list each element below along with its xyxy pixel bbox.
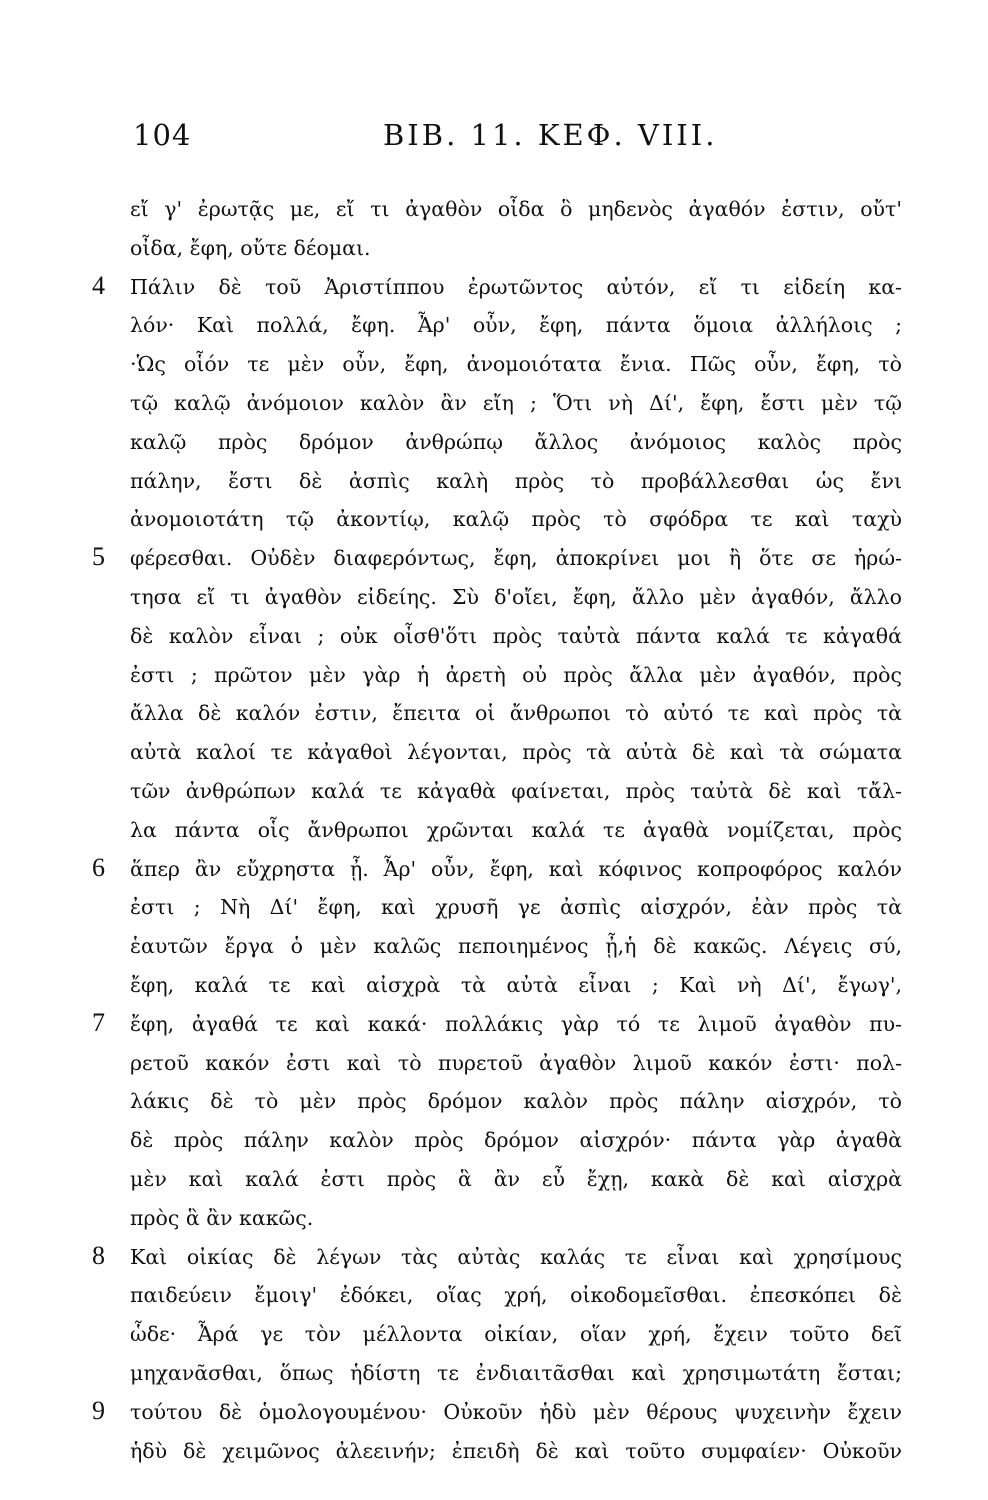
- text-line: [0, 194, 988, 233]
- text-line: [0, 388, 988, 427]
- line-text: εἴ γ' ἐρωτᾷς με, εἴ τι ἀγαθὸν οἶδα ὃ μηδενὸς ἀγαθόν ἐστιν, οὔτ': [130, 197, 902, 221]
- text-line: [0, 1319, 988, 1358]
- line-text: πάλην, ἔστι δὲ ἀσπὶς καλὴ πρὸς τὸ προβάλλεσθαι ὡς ἔνι: [130, 468, 902, 493]
- line-text: ἐστι ; πρῶτον μὲν γὰρ ἡ ἀρετὴ οὐ πρὸς ἄλλα μὲν ἀγαθόν, πρὸς: [130, 662, 902, 687]
- page-header: [130, 118, 898, 158]
- line-text: αὐτὰ καλοί τε κἀγαθοὶ λέγονται, πρὸς τὰ αὐτὰ δὲ καὶ τὰ σώματα: [130, 740, 902, 765]
- section-number: 9: [92, 1395, 105, 1425]
- line-text: λάκις δὲ τὸ μὲν πρὸς δρόμον καλὸν πρὸς πάλην αἰσχρόν, τὸ: [130, 1089, 902, 1114]
- body-text: [0, 194, 988, 1474]
- text-line: [0, 1086, 988, 1125]
- line-text: ἅπερ ἂν εὔχρηστα ᾖ. Ἆρ' οὖν, ἔφη, καὶ κόφινος κοπροφόρος καλόν: [130, 856, 902, 881]
- text-line: [0, 1164, 988, 1203]
- line-text: φέρεσθαι. Οὐδὲν διαφερόντως, ἔφη, ἀποκρίνει μοι ἢ ὅτε σε ἠρώ-: [130, 546, 902, 571]
- text-line: [0, 310, 988, 349]
- text-line: [0, 737, 988, 776]
- text-line: [0, 1048, 988, 1087]
- line-text: Καὶ οἰκίας δὲ λέγων τὰς αὐτὰς καλάς τε εἶναι καὶ χρησίμους: [130, 1244, 902, 1269]
- line-text: λα πάντα οἷς ἄνθρωποι χρῶνται καλά τε ἀγαθὰ νομίζεται, πρὸς: [130, 817, 902, 842]
- text-line: [0, 1436, 988, 1475]
- text-line: [0, 1358, 988, 1397]
- line-text: μηχανᾶσθαι, ὅπως ἡδίστη τε ἐνδιαιτᾶσθαι καὶ χρησιμωτάτη ἔσται;: [130, 1360, 902, 1385]
- line-text: τῷ καλῷ ἀνόμοιον καλὸν ἂν εἴη ; Ὅτι νὴ Δί', ἔφη, ἔστι μὲν τῷ: [130, 390, 902, 415]
- line-text: δὲ πρὸς πάλην καλὸν πρὸς δρόμον αἰσχρόν· πάντα γὰρ ἀγαθὰ: [130, 1128, 902, 1153]
- line-text: καλῷ πρὸς δρόμον ἀνθρώπῳ ἄλλος ἀνόμοιος καλὸς πρὸς: [130, 429, 902, 454]
- line-text: λόν· Καὶ πολλά, ἔφη. Ἆρ' οὖν, ἔφη, πάντα ὅμοια ἀλλήλοις ;: [130, 313, 902, 338]
- section-number: 8: [92, 1240, 105, 1270]
- section-number: 6: [92, 852, 105, 882]
- line-text: ὧδε· Ἆρά γε τὸν μέλλοντα οἰκίαν, οἵαν χρή, ἔχειν τοῦτο δεῖ: [130, 1322, 902, 1347]
- line-text: τούτου δὲ ὁμολογουμένου· Οὐκοῦν ἡδὺ μὲν θέρους ψυχεινὴν ἔχειν: [130, 1399, 902, 1424]
- line-text: ἡδὺ δὲ χειμῶνος ἀλεεινήν; ἐπειδὴ δὲ καὶ τοῦτο συμφαίεν· Οὐκοῦν: [130, 1438, 902, 1463]
- text-line: [0, 427, 988, 466]
- page-number: 104: [133, 118, 192, 152]
- text-line: [0, 776, 988, 815]
- line-text: ἄλλα δὲ καλόν ἐστιν, ἔπειτα οἱ ἄνθρωποι τὸ αὐτό τε καὶ πρὸς τὰ: [130, 701, 902, 726]
- line-text: πρὸς ἃ ἂν κακῶς.: [130, 1205, 314, 1230]
- line-text: ἑαυτῶν ἔργα ὁ μὲν καλῶς πεποιημένος ᾖ,ἡ δὲ κακῶς. Λέγεις σύ,: [130, 934, 902, 959]
- line-text: ἐστι ; Νὴ Δί' ἔφη, καὶ χρυσῆ γε ἀσπὶς αἰσχρόν, ἐὰν πρὸς τὰ: [130, 895, 902, 920]
- line-text: τῶν ἀνθρώπων καλά τε κἀγαθὰ φαίνεται, πρὸς ταὐτὰ δὲ καὶ τἄλ-: [130, 778, 902, 803]
- text-line: [0, 1280, 988, 1319]
- line-text: ρετοῦ κακόν ἐστι καὶ τὸ πυρετοῦ ἀγαθὸν λιμοῦ κακόν ἐστι· πολ-: [130, 1050, 902, 1075]
- text-line: [0, 1242, 988, 1281]
- text-line: [0, 621, 988, 660]
- running-title: BIB. 11. ΚΕΦ. VIII.: [383, 118, 718, 152]
- text-line: [0, 504, 988, 543]
- text-line: [0, 349, 988, 388]
- text-line: [0, 698, 988, 737]
- section-number: 5: [92, 542, 105, 572]
- line-text: ἀνομοιοτάτη τῷ ἀκοντίῳ, καλῷ πρὸς τὸ σφόδρα τε καὶ ταχὺ: [130, 507, 902, 532]
- text-line: [0, 854, 988, 893]
- text-line: [0, 272, 988, 311]
- line-text: μὲν καὶ καλά ἐστι πρὸς ἃ ἂν εὖ ἔχῃ, κακὰ δὲ καὶ αἰσχρὰ: [130, 1166, 902, 1191]
- text-line: [0, 892, 988, 931]
- line-text: δὲ καλὸν εἶναι ; οὐκ οἶσθ'ὅτι πρὸς ταὐτὰ πάντα καλά τε κἀγαθά: [130, 623, 902, 648]
- line-text: ·Ὡς οἷόν τε μὲν οὖν, ἔφη, ἀνομοιότατα ἔνια. Πῶς οὖν, ἔφη, τὸ: [130, 352, 902, 377]
- text-line: [0, 1009, 988, 1048]
- text-line: [0, 233, 988, 272]
- text-line: [0, 970, 988, 1009]
- text-line: [0, 931, 988, 970]
- line-text: ἔφη, καλά τε καὶ αἰσχρὰ τὰ αὐτὰ εἶναι ; Καὶ νὴ Δί', ἔγωγ',: [130, 972, 902, 997]
- line-text: τησα εἴ τι ἀγαθὸν εἰδείης. Σὺ δ'οἴει, ἔφη, ἄλλο μὲν ἀγαθόν, ἄλλο: [130, 584, 902, 609]
- line-text: οἶδα, ἔφη, οὔτε δέομαι.: [130, 235, 371, 260]
- text-line: [0, 1203, 988, 1242]
- text-line: [0, 1397, 988, 1436]
- text-line: [0, 466, 988, 505]
- text-line: [0, 543, 988, 582]
- line-text: παιδεύειν ἔμοιγ' ἐδόκει, οἵας χρή, οἰκοδομεῖσθαι. ἐπεσκόπει δὲ: [130, 1283, 902, 1308]
- text-line: [0, 1125, 988, 1164]
- text-line: [0, 815, 988, 854]
- line-text: ἔφη, ἀγαθά τε καὶ κακά· πολλάκις γὰρ τό τε λιμοῦ ἀγαθὸν πυ-: [130, 1011, 902, 1036]
- line-text: Πάλιν δὲ τοῦ Ἀριστίππου ἐρωτῶντος αὐτόν, εἴ τι εἰδείη κα-: [130, 274, 902, 299]
- text-line: [0, 582, 988, 621]
- section-number: 4: [92, 270, 105, 300]
- text-line: [0, 660, 988, 699]
- section-number: 7: [92, 1007, 105, 1037]
